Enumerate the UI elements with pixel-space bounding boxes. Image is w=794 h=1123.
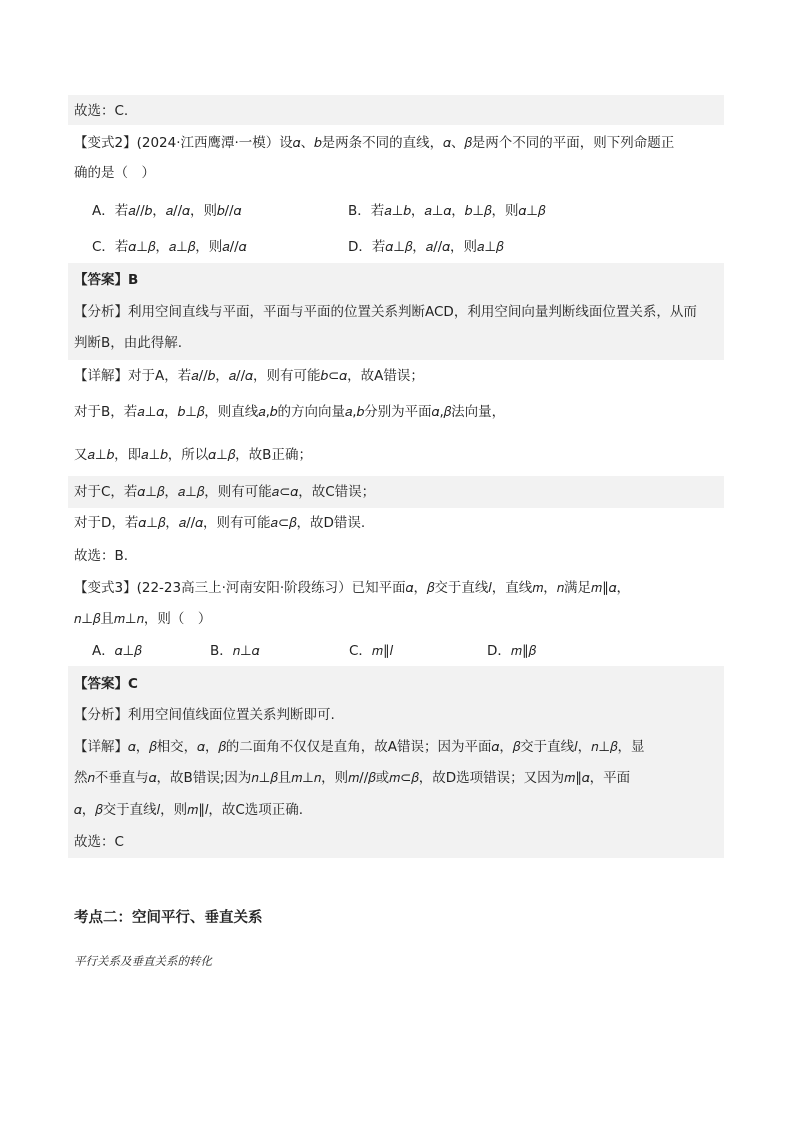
q3-detail-3: 𝛼，𝛽交于直线𝑙，则𝑚∥𝑙，故C选项正确. xyxy=(74,802,304,818)
q2-answer: 【答案】B xyxy=(74,272,139,288)
q2-detail-4: 对于C，若𝛼⊥𝛽，𝑎⊥𝛽，则有可能𝑎⊂𝛼，故C错误； xyxy=(74,484,376,500)
q2-choose: 故选：B. xyxy=(74,548,129,564)
q3-option-a: A．𝛼⊥𝛽 xyxy=(92,643,142,659)
q2-option-b: B．若𝑎⊥𝑏，𝑎⊥𝛼，𝑏⊥𝛽，则𝛼⊥𝛽 xyxy=(348,203,546,219)
answer-block-shade xyxy=(68,666,724,858)
q2-detail-2: 对于B，若𝑎⊥𝛼，𝑏⊥𝛽，则直线𝑎,𝑏的方向向量𝑎,𝑏分别为平面𝛼,𝛽法向量， xyxy=(74,404,506,420)
q3-stem-cont: 𝑛⊥𝛽且𝑚⊥𝑛，则（ ） xyxy=(74,611,212,627)
q2-option-d: D．若𝛼⊥𝛽，𝑎//𝛼，则𝑎⊥𝛽 xyxy=(348,239,504,255)
q2-stem-cont: 确的是（ ） xyxy=(74,165,155,181)
q2-option-a: A．若𝑎//𝑏，𝑎//𝛼，则𝑏//𝛼 xyxy=(92,203,242,219)
q2-analysis-cont: 判断B，由此得解. xyxy=(74,335,183,351)
q3-analysis: 【分析】利用空间值线面位置关系判断即可. xyxy=(74,707,335,723)
q3-option-b: B．𝑛⊥𝛼 xyxy=(210,643,260,659)
q3-detail-2: 然𝑛不垂直与𝛼，故B错误;因为𝑛⊥𝛽且𝑚⊥𝑛，则𝑚//𝛽或𝑚⊂𝛽，故D选项错误；又因为𝑚∥𝛼，平面 xyxy=(74,770,631,786)
q3-choose: 故选：C xyxy=(74,834,124,850)
choose-line-prev: 故选：C. xyxy=(74,103,129,119)
q2-stem: 【变式2】(2024·江西鹰潭·一模）设𝛼、𝑏是两条不同的直线，𝛼、𝛽是两个不同的平面，则下列命题正 xyxy=(74,135,675,151)
q2-detail-3: 又𝑎⊥𝑏，即𝑎⊥𝑏，所以𝛼⊥𝛽，故B正确； xyxy=(74,447,312,463)
section-subheading: 平行关系及垂直关系的转化 xyxy=(74,954,212,968)
q2-detail-1: 【详解】对于A，若𝑎//𝑏，𝑎//𝛼，则有可能𝑏⊂𝛼，故A错误； xyxy=(74,368,424,384)
q2-detail-5: 对于D，若𝛼⊥𝛽，𝑎//𝛼，则有可能𝑎⊂𝛽，故D错误. xyxy=(74,515,366,531)
q3-stem: 【变式3】(22-23高三上·河南安阳·阶段练习）已知平面𝛼，𝛽交于直线𝑙，直线𝑚，𝑛满足𝑚∥𝛼， xyxy=(74,580,631,596)
q3-option-c: C．𝑚∥𝑙 xyxy=(349,643,394,659)
q3-option-d: D．𝑚∥𝛽 xyxy=(487,643,536,659)
q3-detail-1: 【详解】𝛼，𝛽相交，𝛼，𝛽的二面角不仅仅是直角，故A错误；因为平面𝛼，𝛽交于直线𝑙，𝑛⊥𝛽，显 xyxy=(74,739,645,755)
q3-answer: 【答案】C xyxy=(74,676,138,692)
q2-analysis: 【分析】利用空间直线与平面，平面与平面的位置关系判断ACD，利用空间向量判断线面位置关系，从而 xyxy=(74,304,697,320)
q2-option-c: C．若𝛼⊥𝛽，𝑎⊥𝛽，则𝑎//𝛼 xyxy=(92,239,247,255)
section-heading: 考点二：空间平行、垂直关系 xyxy=(74,910,263,926)
